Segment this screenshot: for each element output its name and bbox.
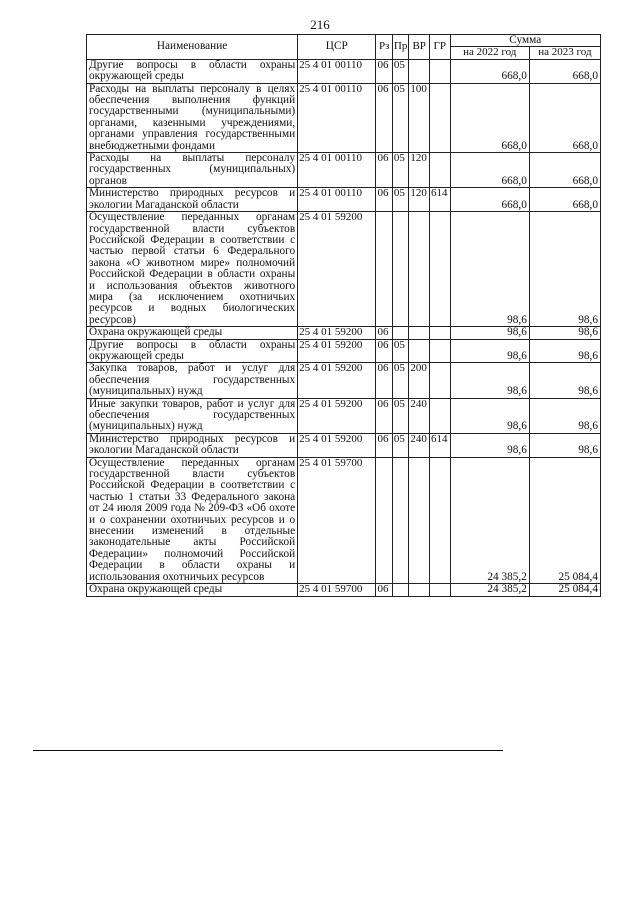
row-gr	[429, 212, 450, 327]
table-row	[87, 433, 601, 457]
row-rz: 06	[376, 398, 392, 433]
row-vr	[409, 327, 430, 339]
row-gr	[429, 398, 450, 433]
header-sum: Сумма	[450, 35, 600, 47]
row-vr: 120	[409, 153, 430, 188]
row-vr: 100	[409, 83, 430, 152]
row-rz: 06	[376, 188, 392, 212]
row-csr: 25 4 01 59200	[298, 212, 376, 327]
row-name: Другие вопросы в области охраны окружающей среды	[87, 339, 298, 363]
row-sum-2022: 668,0	[450, 59, 529, 83]
row-name: Осуществление переданных органам государственной власти субъектов Российской Федерации в соответствии с частью 1 статьи 33 Федерального закона от 24 июля 2009 года № 209-ФЗ «Об охоте и о сохранении охотничьих ресурсов и о внесении изменений в отдельные законодательные акты Российской Федерации» полномочий Российской Федерации в области охраны и использования охотничьих ресурсов	[87, 457, 298, 583]
row-name: Охрана окружающей среды	[87, 584, 298, 596]
row-sum-2022: 668,0	[450, 188, 529, 212]
row-pr: 05	[392, 433, 408, 457]
table-row	[87, 188, 601, 212]
table-header-row	[87, 35, 601, 47]
budget-table	[86, 34, 601, 597]
row-gr	[429, 457, 450, 583]
table-row	[87, 398, 601, 433]
row-vr	[409, 339, 430, 363]
header-year-2023: на 2023 год	[529, 47, 600, 59]
row-rz: 06	[376, 83, 392, 152]
row-gr	[429, 339, 450, 363]
table-row	[87, 212, 601, 327]
row-sum-2023: 98,6	[529, 212, 600, 327]
row-rz	[376, 212, 392, 327]
row-name: Расходы на выплаты персоналу государственных (муниципальных) органов	[87, 153, 298, 188]
row-sum-2023: 25 084,4	[529, 584, 600, 596]
row-sum-2022: 668,0	[450, 153, 529, 188]
row-gr: 614	[429, 188, 450, 212]
row-name: Осуществление переданных органам государственной власти субъектов Российской Федерации в соответствии с частью первой статьи 6 Федерального закона «О животном мире» полномочий Российской Федерации в области охраны и использования объектов животного мира (за исключением охотничьих ресурсов и водных биологических ресурсов)	[87, 212, 298, 327]
row-name: Другие вопросы в области охраны окружающей среды	[87, 59, 298, 83]
row-name: Министерство природных ресурсов и экологии Магаданской области	[87, 188, 298, 212]
page-number: 216	[310, 17, 330, 32]
row-sum-2023: 98,6	[529, 339, 600, 363]
header-rz: Рз	[376, 35, 392, 60]
header-vr: ВР	[409, 35, 430, 60]
row-csr: 25 4 01 00110	[298, 188, 376, 212]
row-vr	[409, 59, 430, 83]
row-gr	[429, 59, 450, 83]
row-csr: 25 4 01 59200	[298, 433, 376, 457]
row-sum-2023: 98,6	[529, 433, 600, 457]
row-csr: 25 4 01 00110	[298, 83, 376, 152]
row-sum-2023: 98,6	[529, 327, 600, 339]
header-year-2022: на 2022 год	[450, 47, 529, 59]
row-pr: 05	[392, 59, 408, 83]
header-pr: Пр	[392, 35, 408, 60]
row-vr: 120	[409, 188, 430, 212]
row-pr	[392, 584, 408, 596]
row-sum-2022: 98,6	[450, 212, 529, 327]
table-row	[87, 457, 601, 583]
row-sum-2022: 24 385,2	[450, 584, 529, 596]
table-row	[87, 363, 601, 398]
row-gr	[429, 153, 450, 188]
row-pr: 05	[392, 398, 408, 433]
row-pr	[392, 212, 408, 327]
row-sum-2023: 98,6	[529, 398, 600, 433]
row-csr: 25 4 01 59200	[298, 339, 376, 363]
row-rz: 06	[376, 339, 392, 363]
row-rz	[376, 457, 392, 583]
row-pr: 05	[392, 83, 408, 152]
table-row	[87, 153, 601, 188]
row-csr: 25 4 01 59700	[298, 457, 376, 583]
row-pr	[392, 457, 408, 583]
row-vr: 240	[409, 433, 430, 457]
row-name: Расходы на выплаты персоналу в целях обеспечения выполнения функций государственными (муниципальными) органами, казенными учреждениями, органами управления государственными внебюджетными фондами	[87, 83, 298, 152]
row-csr: 25 4 01 59700	[298, 584, 376, 596]
row-name: Закупка товаров, работ и услуг для обеспечения государственных (муниципальных) нужд	[87, 363, 298, 398]
row-sum-2023: 668,0	[529, 59, 600, 83]
row-vr: 200	[409, 363, 430, 398]
row-pr	[392, 327, 408, 339]
row-sum-2023: 668,0	[529, 83, 600, 152]
table-row	[87, 59, 601, 83]
row-sum-2022: 98,6	[450, 398, 529, 433]
row-rz: 06	[376, 153, 392, 188]
table-row	[87, 584, 601, 596]
row-rz: 06	[376, 327, 392, 339]
table-row	[87, 339, 601, 363]
header-csr: ЦСР	[298, 35, 376, 60]
row-name: Министерство природных ресурсов и экологии Магаданской области	[87, 433, 298, 457]
row-csr: 25 4 01 00110	[298, 153, 376, 188]
row-vr	[409, 457, 430, 583]
row-pr: 05	[392, 188, 408, 212]
row-sum-2022: 24 385,2	[450, 457, 529, 583]
row-gr	[429, 327, 450, 339]
row-sum-2023: 98,6	[529, 363, 600, 398]
header-gr: ГР	[429, 35, 450, 60]
row-rz: 06	[376, 584, 392, 596]
row-csr: 25 4 01 59200	[298, 327, 376, 339]
row-pr: 05	[392, 363, 408, 398]
row-sum-2022: 98,6	[450, 363, 529, 398]
header-name: Наименование	[87, 35, 298, 60]
row-sum-2022: 668,0	[450, 83, 529, 152]
row-csr: 25 4 01 59200	[298, 398, 376, 433]
row-csr: 25 4 01 00110	[298, 59, 376, 83]
row-sum-2022: 98,6	[450, 327, 529, 339]
row-rz: 06	[376, 363, 392, 398]
row-name: Иные закупки товаров, работ и услуг для обеспечения государственных (муниципальных) нужд	[87, 398, 298, 433]
row-vr: 240	[409, 398, 430, 433]
table-row	[87, 327, 601, 339]
row-pr: 05	[392, 339, 408, 363]
row-gr	[429, 363, 450, 398]
row-rz: 06	[376, 59, 392, 83]
row-sum-2023: 25 084,4	[529, 457, 600, 583]
footer-divider	[33, 750, 503, 751]
row-csr: 25 4 01 59200	[298, 363, 376, 398]
row-sum-2023: 668,0	[529, 153, 600, 188]
row-sum-2023: 668,0	[529, 188, 600, 212]
row-rz: 06	[376, 433, 392, 457]
row-gr	[429, 83, 450, 152]
table-row	[87, 83, 601, 152]
row-name: Охрана окружающей среды	[87, 327, 298, 339]
row-sum-2022: 98,6	[450, 433, 529, 457]
row-gr: 614	[429, 433, 450, 457]
row-pr: 05	[392, 153, 408, 188]
row-gr	[429, 584, 450, 596]
row-vr	[409, 212, 430, 327]
row-vr	[409, 584, 430, 596]
row-sum-2022: 98,6	[450, 339, 529, 363]
